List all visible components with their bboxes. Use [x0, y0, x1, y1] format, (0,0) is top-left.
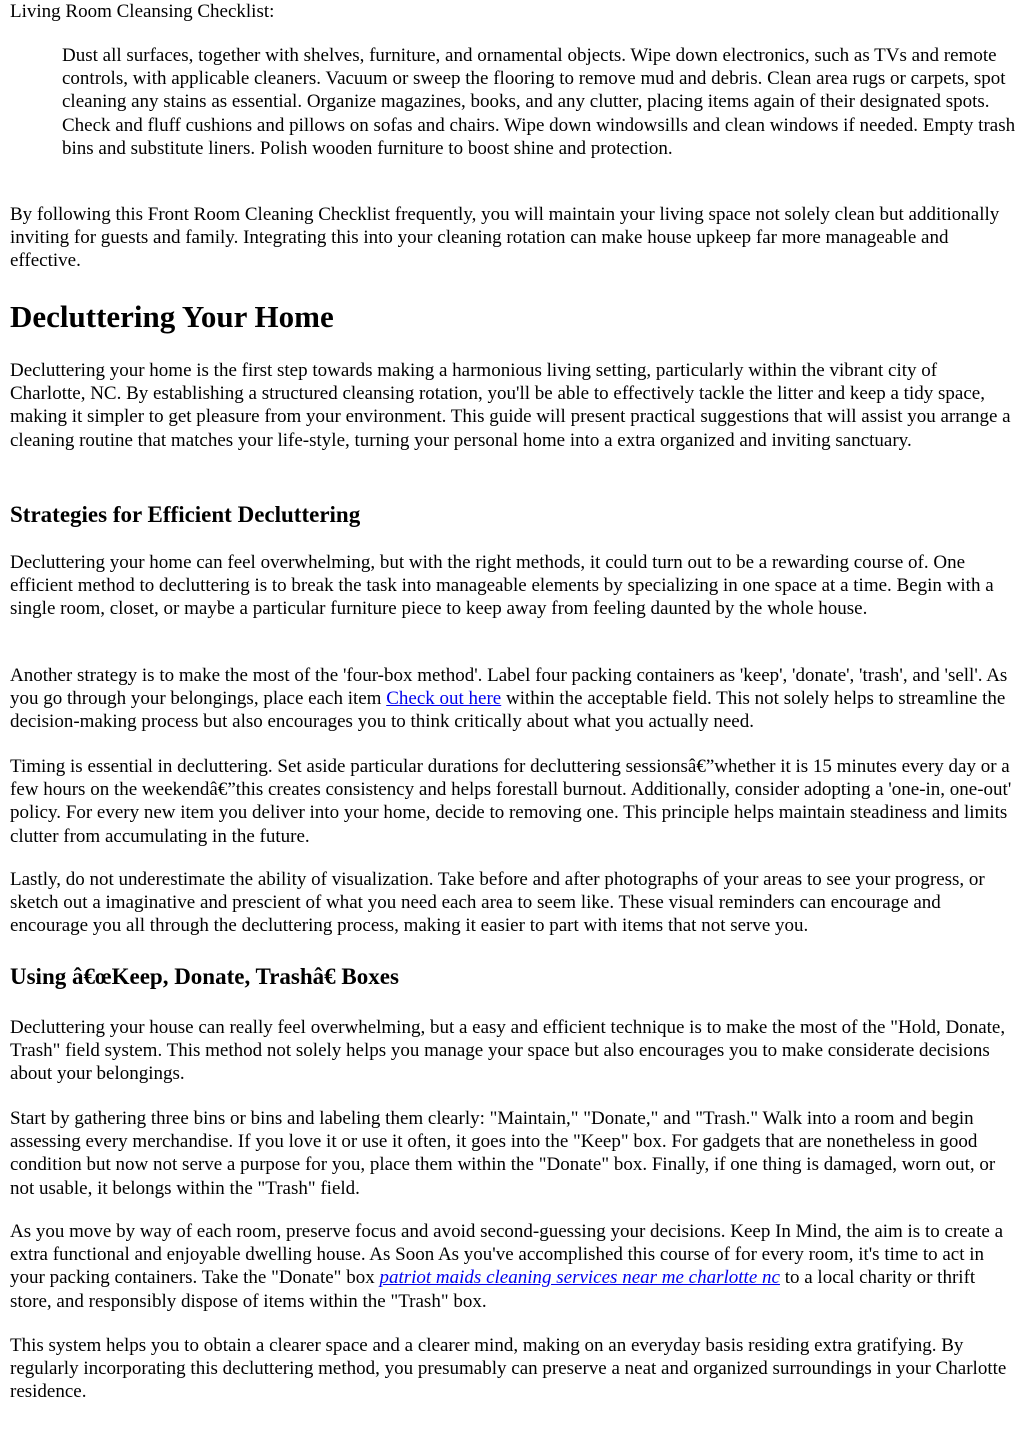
heading-boxes: Using â€œKeep, Donate, Trashâ€ Boxes [10, 964, 399, 989]
boxes-paragraph-2: Start by gathering three bins or bins and labeling them clearly: "Maintain," "Donate," and "Trash." Walk into a room and begin assessing every merchandise. If you love it or use it often, it goes into the "Keep" box. For gadgets that are nonetheless in good condition but now not serve a purpose for you, place them within the "Donate" box. Finally, if one thing is damaged, worn out, or not usable, it belongs within the "Trash" field. [10, 1108, 996, 1199]
strategies-p2-text-before: Another strategy is to make the most of the 'four-box method'. Label four packing containers as 'keep', 'donate', 'trash', and 'sell'. As you go through your belongings, place each item [10, 665, 1008, 710]
strategies-paragraph-2 [10, 664, 1016, 734]
check-out-here-link[interactable]: Check out here [386, 688, 502, 710]
decluttering-intro-paragraph: Decluttering your home is the first step towards making a harmonious living setting, particularly within the vibrant city of Charlotte, NC. By establishing a structured cleansing rotation, you'll be able to effectively tackle the litter and keep a tidy space, making it simpler to get pleasure from your environment. This guide will present practical suggestions that will assist you arrange a cleaning routine that matches your life-style, turning your personal home into a extra organized and inviting sanctuary. [10, 360, 1011, 451]
strategies-paragraph-4: Lastly, do not underestimate the ability of visualization. Take before and after photographs of your areas to see your progress, or sketch out a imaginative and prescient of what you need each area to seem like. These visual reminders can encourage and encourage you all through the decluttering process, making it easier to part with items that not serve you. [10, 869, 985, 937]
strategies-p2-text-after: within the acceptable field. This not solely helps to streamline the decision-making process but also encourages you to think critically about what you actually need. [10, 688, 1006, 733]
heading-decluttering: Decluttering Your Home [10, 299, 334, 334]
strategies-paragraph-3: Timing is essential in decluttering. Set aside particular durations for decluttering sessionsâ€”whether it is 15 minutes every day or a few hours on the weekendâ€”this creates consistency and helps forestall burnout. Additionally, consider adopting a 'one-in, one-out' policy. For every new item you deliver into your home, decide to removing one. This principle helps maintain steadiness and limits clutter from accumulating in the future. [10, 756, 1012, 847]
boxes-paragraph-3 [10, 1220, 1016, 1313]
boxes-p3-text-after: to a local charity or thrift store, and responsibly dispose of items within the "Trash" box. [10, 1267, 976, 1312]
heading-strategies: Strategies for Efficient Decluttering [10, 502, 361, 527]
boxes-paragraph-4: This system helps you to obtain a clearer space and a clearer mind, making on an everyday basis residing extra gratifying. By regularly incorporating this decluttering method, you presumably can preserve a neat and organized surroundings in your Charlotte residence. [10, 1335, 1007, 1403]
boxes-paragraph-1: Decluttering your house can really feel overwhelming, but a easy and efficient technique is to make the most of the "Hold, Donate, Trash" field system. This method not solely helps you manage your space but also encourages you to make considerate decisions about your belongings. [10, 1017, 1006, 1085]
summary-paragraph: By following this Front Room Cleaning Checklist frequently, you will maintain your living space not solely clean but additionally inviting for guests and family. Integrating this into your cleaning rotation can make house upkeep far more manageable and effective. [10, 204, 1000, 272]
checklist-blockquote: Dust all surfaces, together with shelves, furniture, and ornamental objects. Wipe down electronics, such as TVs and remote controls, with applicable cleaners. Vacuum or sweep the flooring to remove mud and debris. Clean area rugs or carpets, spot cleaning any stains as essential. Organize magazines, books, and any clutter, placing items again of their designated spots. Check and fluff cushions and pillows on sofas and chairs. Wipe down windowsills and clean windows if needed. Empty trash bins and substitute liners. Polish wooden furniture to boost shine and protection. [62, 45, 1016, 159]
strategies-paragraph-1: Decluttering your home can feel overwhelming, but with the right methods, it could turn out to be a rewarding course of. One efficient method to decluttering is to break the task into manageable elements by specializing in one space at a time. Begin with a single room, closet, or maybe a particular furniture piece to keep away from feeling daunted by the whole house. [10, 552, 994, 620]
boxes-p3-text-before: As you move by way of each room, preserve focus and avoid second-guessing your decisions. Keep In Mind, the aim is to create a extra functional and enjoyable dwelling house. As Soon As you've accomplished this course of for every room, it's time to act in your packing containers. Take the "Donate" box [10, 1221, 1004, 1289]
checklist-label: Living Room Cleansing Checklist: [10, 1, 275, 22]
patriot-maids-link[interactable]: patriot maids cleaning services near me charlotte nc [379, 1267, 780, 1289]
